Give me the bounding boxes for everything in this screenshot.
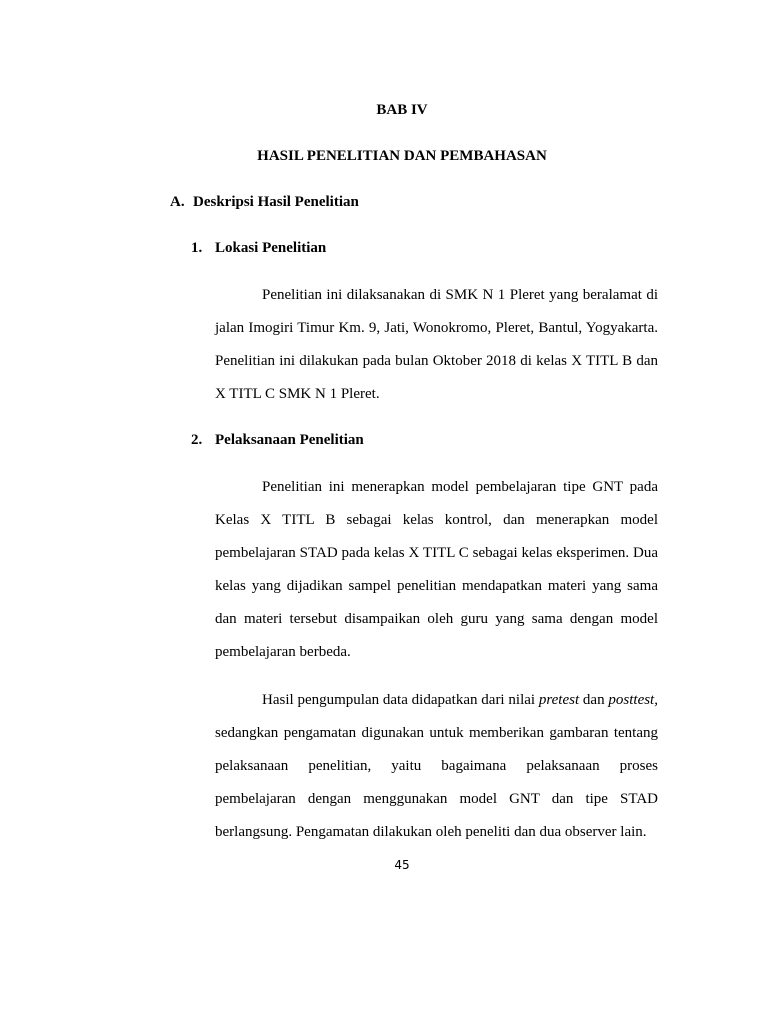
subsection-title: Lokasi Penelitian	[215, 240, 327, 256]
chapter-title: HASIL PENELITIAN DAN PEMBAHASAN	[257, 148, 547, 164]
italic-term-pretest: pretest	[538, 692, 580, 708]
subsection-title: Pelaksanaan Penelitian	[215, 432, 364, 448]
subsection-heading-1	[191, 240, 326, 257]
page-number: 45	[394, 858, 410, 872]
paragraph-text: dan	[579, 692, 609, 708]
paragraph-pelaksanaan: Penelitian ini menerapkan model pembelajaran tipe GNT pada Kelas X TITL B sebagai kelas kontrol, dan menerapkan model pembelajaran STAD pada kelas X TITL C sebagai kelas eksperimen. Dua kelas yang dijadikan sampel penelitian mendapatkan materi yang sama dan materi tersebut disampaikan oleh guru yang sama dengan model pembelajaran berbeda.	[215, 479, 658, 660]
chapter-number: BAB IV	[376, 102, 428, 118]
subsection-marker: 1.	[191, 240, 203, 256]
paragraph-text: , sedangkan pengamatan digunakan untuk memberikan gambaran tentang pelaksanaan penelitian, yaitu bagaimana pelaksanaan proses pembelajaran dengan menggunakan model GNT dan tipe STAD berlangsung. Pengamatan dilakukan oleh peneliti dan dua observer lain.	[215, 692, 658, 840]
section-marker: A.	[170, 194, 185, 210]
subsection-marker: 2.	[191, 432, 203, 448]
section-title: Deskripsi Hasil Penelitian	[193, 194, 359, 210]
paragraph-lokasi: Penelitian ini dilaksanakan di SMK N 1 Pleret yang beralamat di jalan Imogiri Timur Km. 9, Jati, Wonokromo, Pleret, Bantul, Yogyakarta. Penelitian ini dilakukan pada bulan Oktober 2018 di kelas X TITL B dan X TITL C SMK N 1 Pleret.	[215, 287, 658, 402]
paragraph-hasil-pengumpulan	[215, 684, 658, 849]
paragraph-text: Hasil pengumpulan data didapatkan dari nilai	[262, 692, 539, 708]
subsection-heading-2	[191, 432, 364, 449]
italic-term-posttest: posttest	[608, 692, 655, 708]
section-heading-a	[170, 194, 359, 211]
